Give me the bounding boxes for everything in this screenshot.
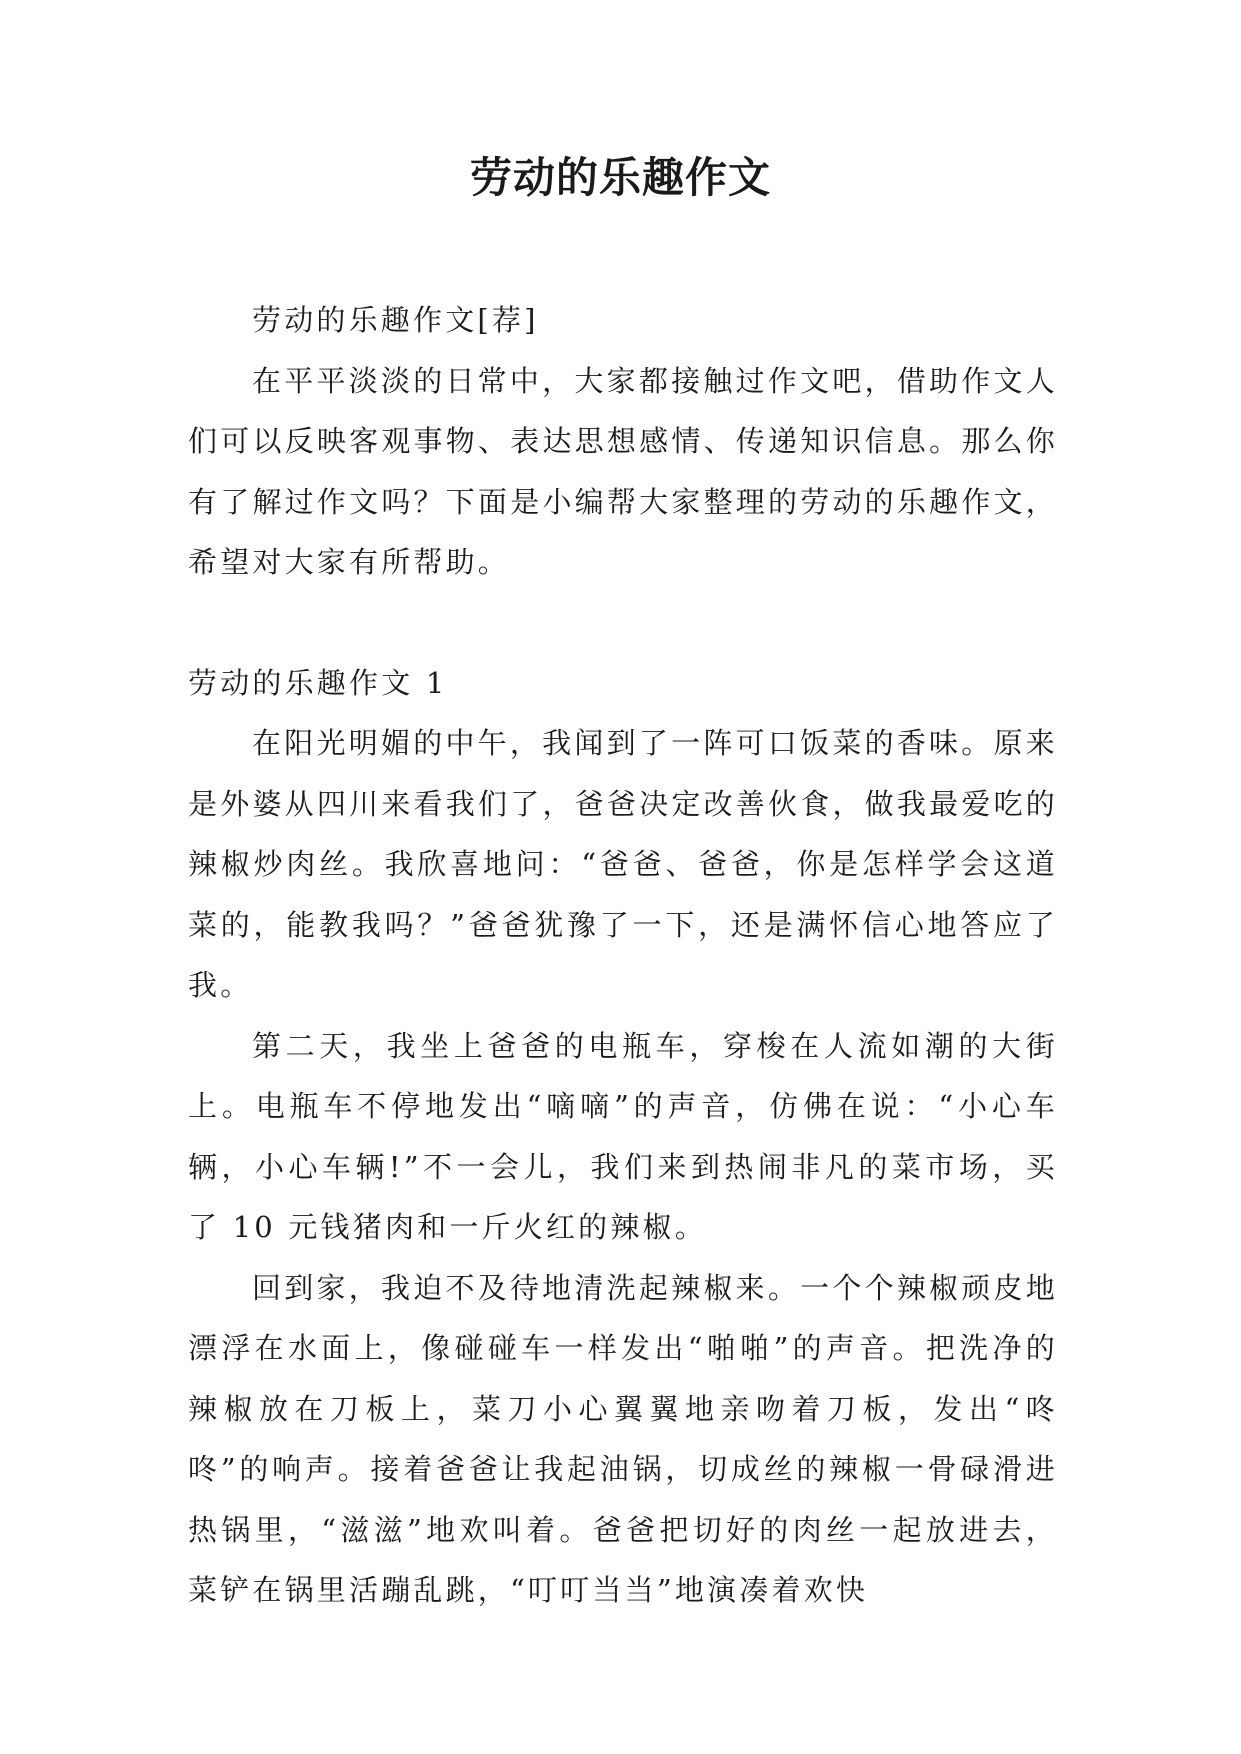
body-paragraph-1: 在阳光明媚的中午，我闻到了一阵可口饭菜的香味。原来是外婆从四川来看我们了，爸爸决定改善伙食，做我最爱吃的辣椒炒肉丝。我欣喜地问：“爸爸、爸爸，你是怎样学会这道菜的，能教我吗？”爸爸犹豫了一下，还是满怀信心地答应了我。 xyxy=(188,726,1058,1002)
document-subtitle: 劳动的乐趣作文[荐] xyxy=(252,303,539,337)
intro-paragraph: 在平平淡淡的日常中，大家都接触过作文吧，借助作文人们可以反映客观事物、表达思想感情、传递知识信息。那么你有了解过作文吗？下面是小编帮大家整理的劳动的乐趣作文，希望对大家有所帮助。 xyxy=(188,363,1058,579)
section-spacer xyxy=(188,593,1058,653)
document-body xyxy=(188,290,1058,1621)
body-paragraph-2: 第二天，我坐上爸爸的电瓶车，穿梭在人流如潮的大街上。电瓶车不停地发出“嘀嘀”的声音，仿佛在说：“小心车辆，小心车辆!”不一会儿，我们来到热闹非凡的菜市场，买了 10 元钱猪肉和一斤火红的辣椒。 xyxy=(188,1028,1058,1244)
body-paragraph-3: 回到家，我迫不及待地清洗起辣椒来。一个个辣椒顽皮地漂浮在水面上，像碰碰车一样发出“啪啪”的声音。把洗净的辣椒放在刀板上，菜刀小心翼翼地亲吻着刀板，发出“咚咚”的响声。接着爸爸让我起油锅，切成丝的辣椒一骨碌滑进热锅里，“滋滋”地欢叫着。爸爸把切好的肉丝一起放进去，菜铲在锅里活蹦乱跳，“叮叮当当”地演凑着欢快 xyxy=(188,1270,1058,1607)
section-heading: 劳动的乐趣作文 1 xyxy=(188,665,448,700)
document-title: 劳动的乐趣作文 xyxy=(469,153,771,202)
